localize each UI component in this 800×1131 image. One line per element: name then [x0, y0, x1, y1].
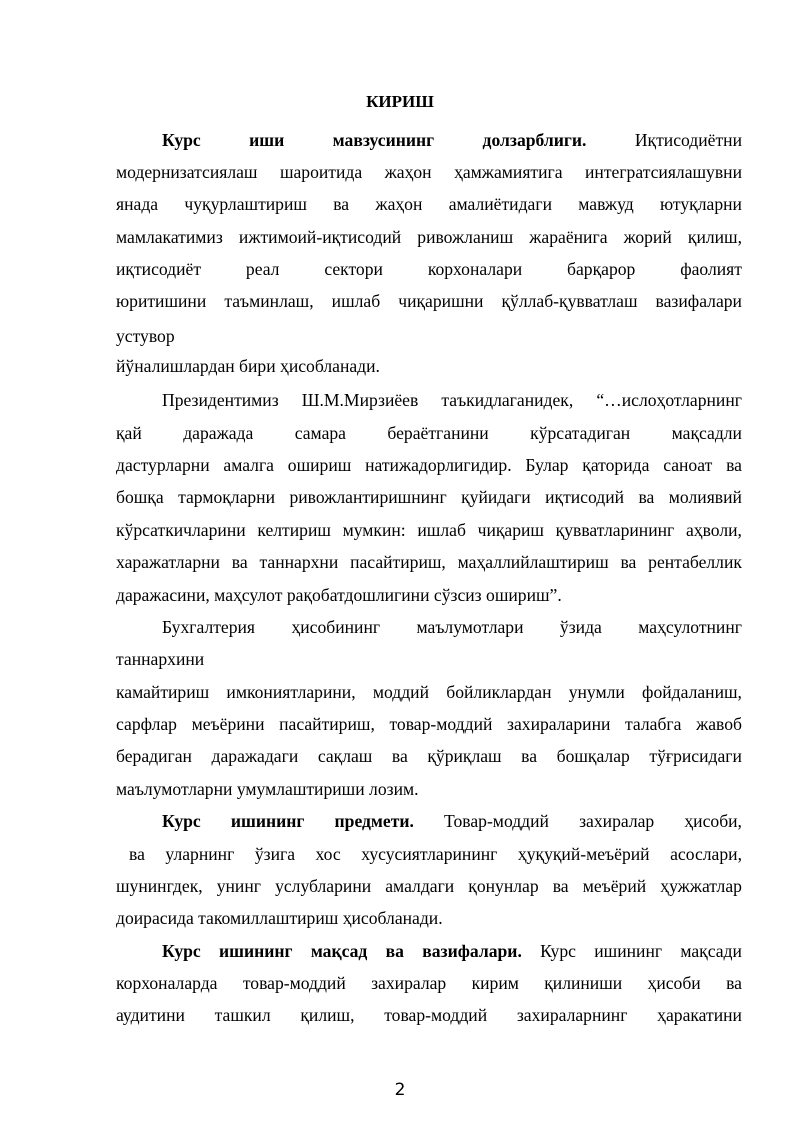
bold-word: Курс	[162, 811, 201, 831]
word: тўғрисидаги	[649, 746, 742, 766]
word: қувватларининг	[555, 520, 675, 540]
word: барқарор	[567, 259, 636, 279]
word: чуқурлаштириш	[184, 194, 307, 214]
word: жараёнига	[529, 227, 608, 247]
word: амалдаги	[385, 876, 455, 896]
word: ўзига	[254, 844, 296, 864]
word: Президентимиз	[162, 390, 279, 410]
word: жаҳон	[384, 162, 432, 182]
word: қилиш,	[300, 1005, 355, 1025]
text-line	[116, 486, 742, 508]
word: қўллаб-қувватлаш	[501, 291, 638, 311]
word: бошқалар	[556, 746, 630, 766]
word: сақлаш	[317, 746, 373, 766]
word: чиқариш	[477, 520, 544, 540]
word: амалиётидаги	[448, 194, 552, 214]
word: ҳисоби	[647, 973, 701, 993]
word: интегратсиялашувни	[585, 162, 742, 182]
word: захираларнинг	[516, 1005, 628, 1025]
text-line	[116, 161, 742, 183]
word: юритишини	[116, 291, 207, 311]
word: рентабеллик	[648, 552, 742, 572]
bold-word: Курс	[162, 941, 201, 961]
bold-word: ва	[385, 941, 404, 961]
word: меъёрий	[582, 876, 647, 896]
word: самара	[294, 423, 346, 443]
word: ўзида	[559, 617, 602, 637]
word: ҳисобининг	[291, 617, 381, 637]
word: берадиган	[116, 746, 192, 766]
text-line	[162, 616, 742, 638]
word: услубларини	[275, 876, 372, 896]
word: пасайтириш,	[350, 552, 446, 572]
word: талабга	[625, 714, 682, 734]
page-number: 2	[394, 1080, 406, 1100]
word: вазифалари	[655, 291, 742, 311]
word: пасайтириш,	[279, 714, 375, 734]
word: ва	[129, 844, 145, 864]
word: иқтисодиёт	[116, 259, 202, 279]
word: хос	[315, 844, 341, 864]
text-line	[116, 226, 742, 248]
bold-word: ишининг	[219, 941, 293, 961]
word: қаторида	[582, 455, 650, 475]
word: товар-моддий	[384, 1005, 488, 1025]
word: шунингдек,	[116, 876, 203, 896]
word: натижадорлигидир.	[365, 455, 512, 475]
text-line: йўналишлардан бири ҳисобланади.	[116, 356, 380, 376]
word: аудитини	[116, 1005, 185, 1025]
word: моддий	[372, 682, 430, 702]
word: сектори	[324, 259, 383, 279]
word: фойдаланиш,	[642, 682, 742, 702]
page-title: КИРИШ	[366, 92, 434, 111]
word: жорий	[623, 227, 672, 247]
word: сарфлар	[116, 714, 177, 734]
word: товар-моддий	[389, 714, 493, 734]
word: маҳсулотнинг	[638, 617, 742, 637]
word: ва	[231, 552, 248, 572]
word: мавжуд	[578, 194, 634, 214]
word: ҳаракатини	[657, 1005, 742, 1025]
word: жаҳон	[375, 194, 423, 214]
word: ижтимоий-иқтисодий	[238, 227, 402, 247]
word: ва	[391, 746, 408, 766]
text-line	[116, 745, 742, 767]
word: янада	[116, 194, 159, 214]
text-line: даражасини, маҳсулот рақобатдошлигини сўзсиз ошириш”.	[116, 585, 562, 605]
word: ютуқларни	[660, 194, 742, 214]
word: шароитида	[279, 162, 363, 182]
word: корхоналари	[427, 259, 523, 279]
word: ишининг	[594, 941, 663, 961]
word: реал	[245, 259, 280, 279]
word: даражада	[183, 423, 254, 443]
word: мамлакатимиз	[116, 227, 223, 247]
word: қилиш,	[687, 227, 742, 247]
word: унумли	[568, 682, 625, 702]
word: уларнинг	[165, 844, 235, 864]
word: имкониятларини,	[226, 682, 356, 702]
word: бойликлардан	[446, 682, 552, 702]
text-line: устувор	[116, 326, 175, 346]
word: ва	[638, 487, 655, 507]
word: Булар	[525, 455, 569, 475]
bold-word: мавзусининг	[332, 130, 435, 150]
word: ҳамжамиятига	[454, 162, 563, 182]
word: молиявий	[668, 487, 742, 507]
word: Ш.М.Мирзиёев	[301, 390, 419, 410]
word: кирим	[471, 973, 519, 993]
bold-word: предмети.	[334, 811, 414, 831]
word: ва	[726, 455, 742, 475]
word: ривожлантиришнинг	[289, 487, 447, 507]
word: захиралар	[579, 811, 655, 831]
word: маълумотлари	[416, 617, 524, 637]
word: ва	[620, 552, 637, 572]
bold-word: иши	[249, 130, 285, 150]
word: ҳисоби,	[684, 811, 742, 831]
text-line	[116, 454, 742, 476]
bold-word: долзарблиги.	[482, 130, 587, 150]
word: ошириш	[287, 455, 352, 475]
text-line	[162, 129, 742, 151]
word: мумкин:	[342, 520, 406, 540]
text-line: маълумотларни умумлаштириши лозим.	[116, 779, 419, 799]
text-line	[116, 290, 742, 312]
word: қуйидаги	[461, 487, 531, 507]
word: ва	[333, 194, 350, 214]
word: “…ислоҳотларнинг	[596, 390, 742, 410]
word: қилиниши	[544, 973, 623, 993]
text-line	[116, 713, 742, 735]
word: жавоб	[696, 714, 742, 734]
word: ва	[521, 746, 538, 766]
word: таннархни	[259, 552, 339, 572]
word: маҳаллийлаштириш	[457, 552, 609, 572]
word: ҳужжатлар	[660, 876, 742, 896]
word: бошқа	[116, 487, 164, 507]
bold-word: ишининг	[230, 811, 305, 831]
word: қонунлар	[468, 876, 539, 896]
word: асослари,	[670, 844, 742, 864]
word: Иқтисодиётни	[634, 130, 742, 150]
word: қўриқлаш	[427, 746, 502, 766]
word: таъминлаш,	[224, 291, 314, 311]
text-line	[129, 843, 742, 865]
word: Бухгалтерия	[162, 617, 256, 637]
word: ташкил	[214, 1005, 271, 1025]
word: ишлаб	[331, 291, 381, 311]
word: Курс	[540, 941, 576, 961]
text-line	[116, 422, 742, 444]
word: корхоналарда	[116, 973, 218, 993]
text-line: таннархини	[116, 649, 205, 669]
text-line: доирасида такомиллаштириш ҳисобланади.	[116, 908, 443, 928]
text-line	[116, 972, 742, 994]
text-line	[116, 519, 742, 541]
word: аҳволи,	[685, 520, 742, 540]
word: келтириш	[257, 520, 331, 540]
word: товар-моддий	[242, 973, 346, 993]
word: ривожланиш	[417, 227, 514, 247]
text-line	[116, 193, 742, 215]
word: мақсади	[680, 941, 742, 961]
text-line	[116, 1004, 742, 1026]
word: ишлаб	[417, 520, 466, 540]
word: Товар-моддий	[444, 811, 549, 831]
word: меъёрини	[191, 714, 265, 734]
word: мақсадли	[671, 423, 742, 443]
word: дастурларни	[116, 455, 210, 475]
bold-word: мақсад	[310, 941, 368, 961]
word: модернизатсиялаш	[116, 162, 258, 182]
word: қай	[116, 423, 142, 443]
word: ва	[726, 973, 742, 993]
word: харажатларни	[116, 552, 220, 572]
word: камайтириш	[116, 682, 210, 702]
word: унинг	[216, 876, 261, 896]
word: захираларини	[507, 714, 611, 734]
text-line	[162, 389, 742, 411]
text-line	[162, 810, 742, 832]
word: тармоқларни	[178, 487, 276, 507]
word: чиқаришни	[398, 291, 484, 311]
text-line	[116, 258, 742, 280]
word: кўрсаткичларини	[116, 520, 246, 540]
text-line	[162, 940, 742, 962]
text-line	[116, 551, 742, 573]
word: таъкидлаганидек,	[441, 390, 574, 410]
word: захиралар	[371, 973, 447, 993]
word: ва	[552, 876, 569, 896]
word: саноат	[663, 455, 713, 475]
bold-word: вазифалари.	[422, 941, 522, 961]
bold-word: Курс	[162, 130, 201, 150]
text-line	[116, 681, 742, 703]
word: даражадаги	[211, 746, 299, 766]
word: иқтисодий	[545, 487, 625, 507]
word: бераётганини	[387, 423, 489, 443]
text-line	[116, 875, 742, 897]
word: хусусиятларининг	[361, 844, 498, 864]
word: ҳуқуқий-меъёрий	[517, 844, 650, 864]
word: фаолият	[680, 259, 742, 279]
word: амалга	[223, 455, 274, 475]
word: кўрсатадиган	[530, 423, 631, 443]
